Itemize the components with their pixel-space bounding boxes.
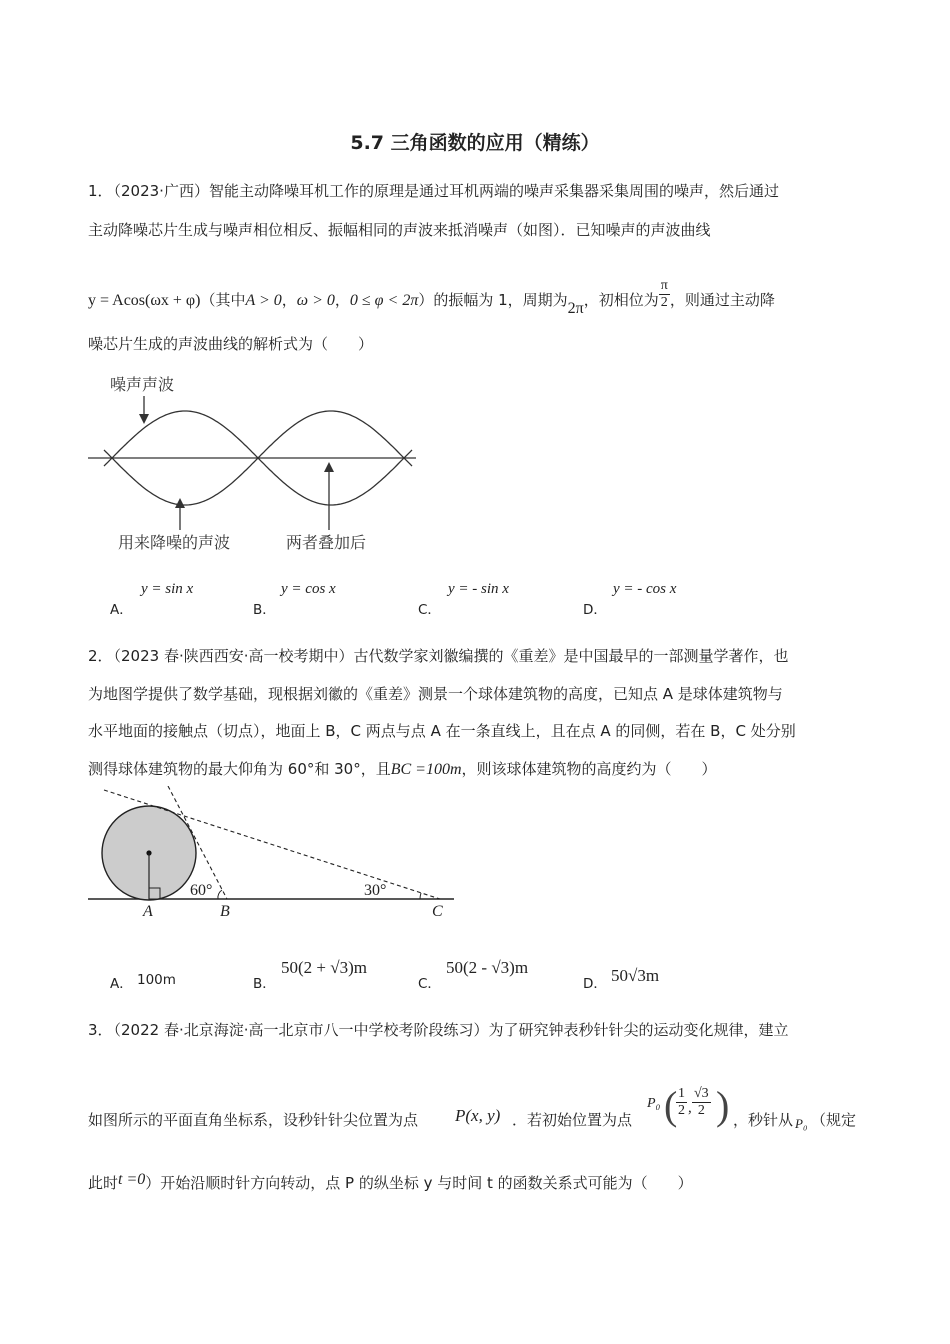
question-text-line: 噪芯片生成的声波曲线的解析式为（ ） <box>88 335 374 353</box>
noise-label: 噪声声波 <box>110 375 175 394</box>
angle-arc-60 <box>218 890 222 899</box>
angle-arc-30 <box>420 893 421 899</box>
condition-a: A > 0 <box>245 292 282 309</box>
angle-30-label: 30° <box>364 882 387 899</box>
option-letter: A． <box>110 602 133 618</box>
anti-arrow-head <box>175 498 185 508</box>
angle-60-label: 60° <box>190 882 213 899</box>
paren-close: ) <box>716 1083 730 1128</box>
option-letter: D． <box>583 602 607 618</box>
text-segment: ，秒针从 <box>733 1111 794 1129</box>
page-title: 5.7 三角函数的应用（精练） <box>350 132 600 154</box>
option-c-expr: y = - sin x <box>448 581 509 597</box>
point-p0-label: P₀ <box>795 1116 808 1131</box>
question-text-line: （2022 春·北京海淀·高一北京市八一中学校考阶段练习）为了研究钟表秒针针尖的运动变化规律，建立 <box>106 1021 789 1039</box>
text-segment: 此时 <box>88 1174 119 1192</box>
sum-arrow-head <box>324 462 334 472</box>
text-segment: ，则通过主动降 <box>669 291 775 309</box>
option-letter: A． <box>110 976 133 992</box>
phase-fraction <box>659 278 670 311</box>
question-text-line: （2023·广西）智能主动降噪耳机工作的原理是通过耳机两端的噪声采集器采集周围的噪声，然后通过 <box>106 182 779 200</box>
question-text-line: 如图所示的平面直角坐标系，设秒针针尖位置为点 <box>88 1111 419 1129</box>
option-letter: B． <box>253 602 276 618</box>
option-d-expr: 50√3m <box>611 966 660 985</box>
text-segment: （规定 <box>811 1111 857 1129</box>
t-zero: t =0 <box>118 1171 146 1188</box>
question-text-line: 主动降噪芯片生成与噪声相位相反、振幅相同的声波来抵消噪声（如图）．已知噪声的声波曲线 <box>88 221 711 239</box>
point-c-label: C <box>432 903 443 920</box>
question-formula-line <box>88 278 775 317</box>
question-number: 1． <box>88 182 113 200</box>
text-segment: ）的振幅为 1，周期为 <box>418 291 568 309</box>
fraction-numerator: 1 <box>678 1086 685 1101</box>
question-text-line <box>88 1173 693 1194</box>
comma: , <box>688 1100 692 1116</box>
condition-phi: 0 ≤ φ < 2π <box>349 292 419 309</box>
p0-y-fraction <box>692 1086 711 1119</box>
option-c-expr: 50(2 - √3)m <box>446 958 529 977</box>
fraction-numerator: √3 <box>694 1086 709 1101</box>
question-text-line: （2023 春·陕西西安·高一校考期中）古代数学家刘徽编撰的《重差》是中国最早的一部测量学著作，也 <box>106 647 789 665</box>
anti-noise-label: 用来降噪的声波 <box>118 533 231 552</box>
point-p-coords: P(x, y) <box>455 1106 501 1125</box>
question-number: 2． <box>88 647 113 665</box>
condition-omega: ω > 0 <box>296 292 335 309</box>
option-a-expr: 100m <box>137 972 176 988</box>
point-a-label: A <box>143 903 153 920</box>
noise-arrow-head <box>139 414 149 424</box>
sphere-building-figure <box>84 786 464 922</box>
option-a-expr: y = sin x <box>141 581 194 597</box>
text-segment: （其中 <box>200 291 246 309</box>
question-text-line: 为地图学提供了数学基础，现根据刘徽的《重差》测景一个球体建筑物的高度，已知点 A 是球体建筑物与 <box>88 685 783 703</box>
question-number: 3． <box>88 1021 113 1039</box>
question-text-line: 水平地面的接触点（切点），地面上 B，C 两点与点 A 在一条直线上，且在点 A 的同侧，若在 B，C 处分别 <box>88 722 796 740</box>
text-segment: ， <box>281 291 297 309</box>
option-letter: C． <box>418 602 441 618</box>
option-b-expr: 50(2 + √3)m <box>281 958 367 977</box>
sum-label: 两者叠加后 <box>286 533 367 552</box>
point-p0-label: P₀ <box>647 1096 661 1111</box>
text-segment: ， <box>334 291 350 309</box>
noise-wave-figure <box>82 368 422 558</box>
fraction-denominator: 2 <box>678 1103 685 1118</box>
question-text-line <box>88 759 717 780</box>
fraction-numerator: π <box>660 278 668 293</box>
p0-x-fraction <box>676 1086 687 1119</box>
fraction-denominator: 2 <box>697 1103 705 1118</box>
period-value: 2π <box>567 300 584 317</box>
option-d-expr: y = - cos x <box>613 581 677 597</box>
option-letter: B． <box>253 976 276 992</box>
text-segment: ，初相位为 <box>583 291 659 309</box>
point-b-label: B <box>220 903 230 920</box>
text-segment: ．若初始位置为点 <box>512 1111 633 1129</box>
paren-open: ( <box>664 1083 678 1128</box>
option-letter: D． <box>583 976 607 992</box>
option-letter: C． <box>418 976 441 992</box>
text-segment: ）开始沿顺时针方向转动，点 P 的纵坐标 y 与时间 t 的函数关系式可能为（ ） <box>145 1174 693 1192</box>
bc-length: BC =100m <box>390 761 462 778</box>
option-b-expr: y = cos x <box>281 581 336 597</box>
text-segment: 测得球体建筑物的最大仰角为 60°和 30°，且 <box>88 760 391 778</box>
text-segment: ，则该球体建筑物的高度约为（ ） <box>461 760 717 778</box>
wave-formula: y = Acos(ωx + φ) <box>88 292 201 309</box>
fraction-denominator: 2 <box>660 295 668 310</box>
